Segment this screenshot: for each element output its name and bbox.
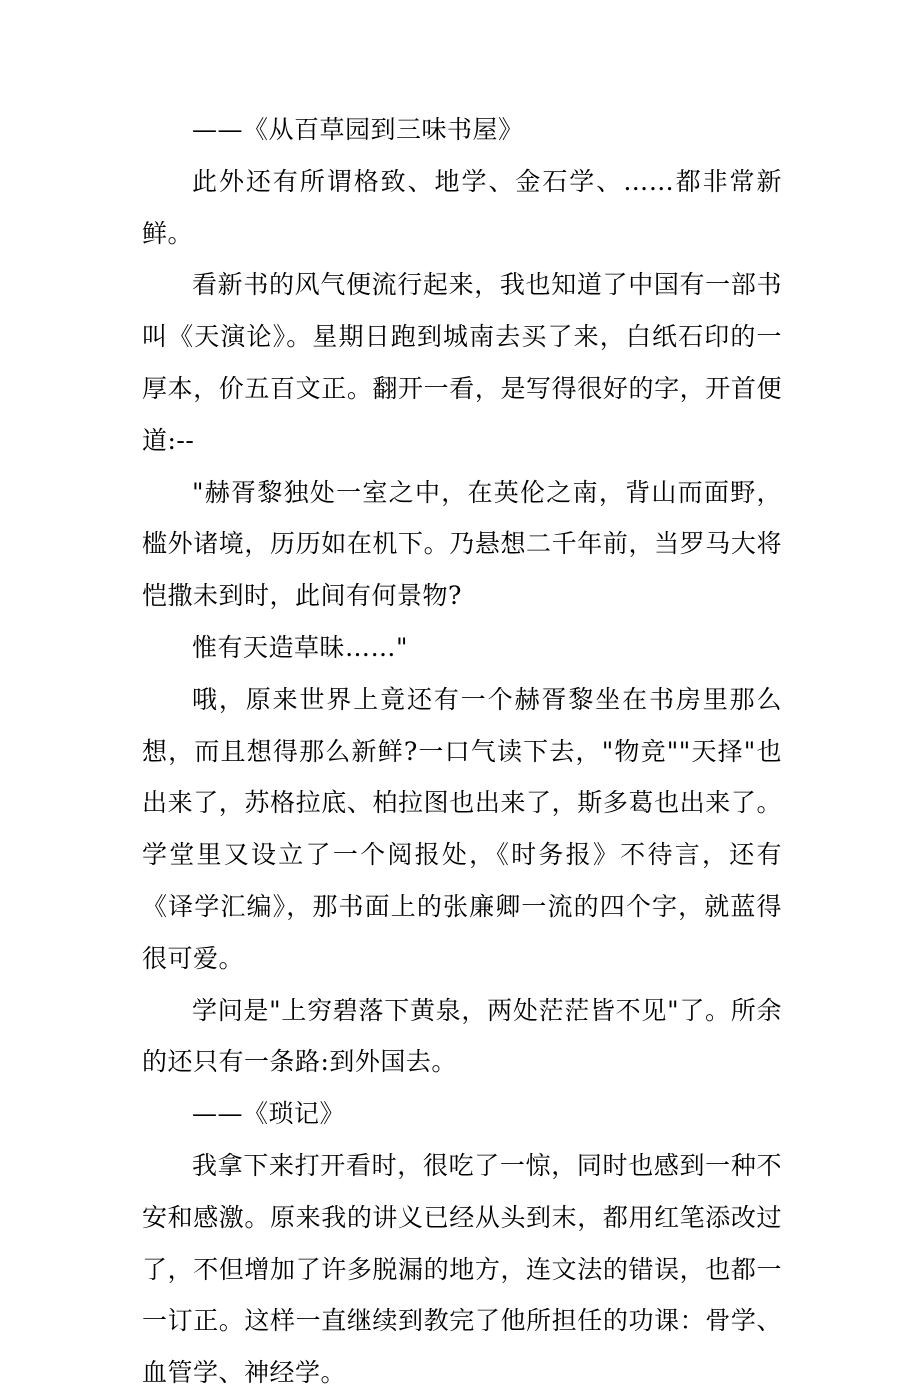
quotation-paragraph: 惟有天造草昧……" (192, 632, 408, 662)
source-citation: ——《从百草园到三味书屋》 (192, 115, 524, 144)
paragraph: 此外还有所谓格致、地学、金石学、……都非常新鲜。 (142, 166, 782, 248)
quotation-paragraph: "赫胥黎独处一室之中，在英伦之南，背山而面野，槛外诸境，历历如在机下。乃悬想二千年前，当罗马大将恺撒未到时，此间有何景物? (142, 477, 782, 611)
paragraph: 看新书的风气便流行起来，我也知道了中国有一部书叫《天演论》。星期日跑到城南去买了来，白纸石印的一厚本，价五百文正。翻开一看，是写得很好的字，开首便道:-- (142, 270, 782, 455)
source-citation: ——《琐记》 (192, 1099, 346, 1129)
paragraph: 哦，原来世界上竟还有一个赫胥黎坐在书房里那么想，而且想得那么新鲜?一口气读下去，"物竞""天择"也出来了，苏格拉底、柏拉图也出来了，斯多葛也出来了。学堂里又设立了一个阅报处，《时务报》不待言，还有《译学汇编》，那书面上的张廉卿一流的四个字，就蓝得很可爱。 (142, 684, 782, 973)
paragraph: 我拿下来打开看时，很吃了一惊，同时也感到一种不安和感激。原来我的讲义已经从头到末，都用红笔添改过了，不但增加了许多脱漏的地方，连文法的错误，也都一一订正。这样一直继续到教完了他所担任的功课：骨学、血管学、神经学。 (142, 1150, 782, 1388)
document-body (142, 104, 782, 1399)
paragraph: 学问是"上穷碧落下黄泉，两处茫茫皆不见"了。所余的还只有一条路:到外国去。 (142, 995, 782, 1077)
